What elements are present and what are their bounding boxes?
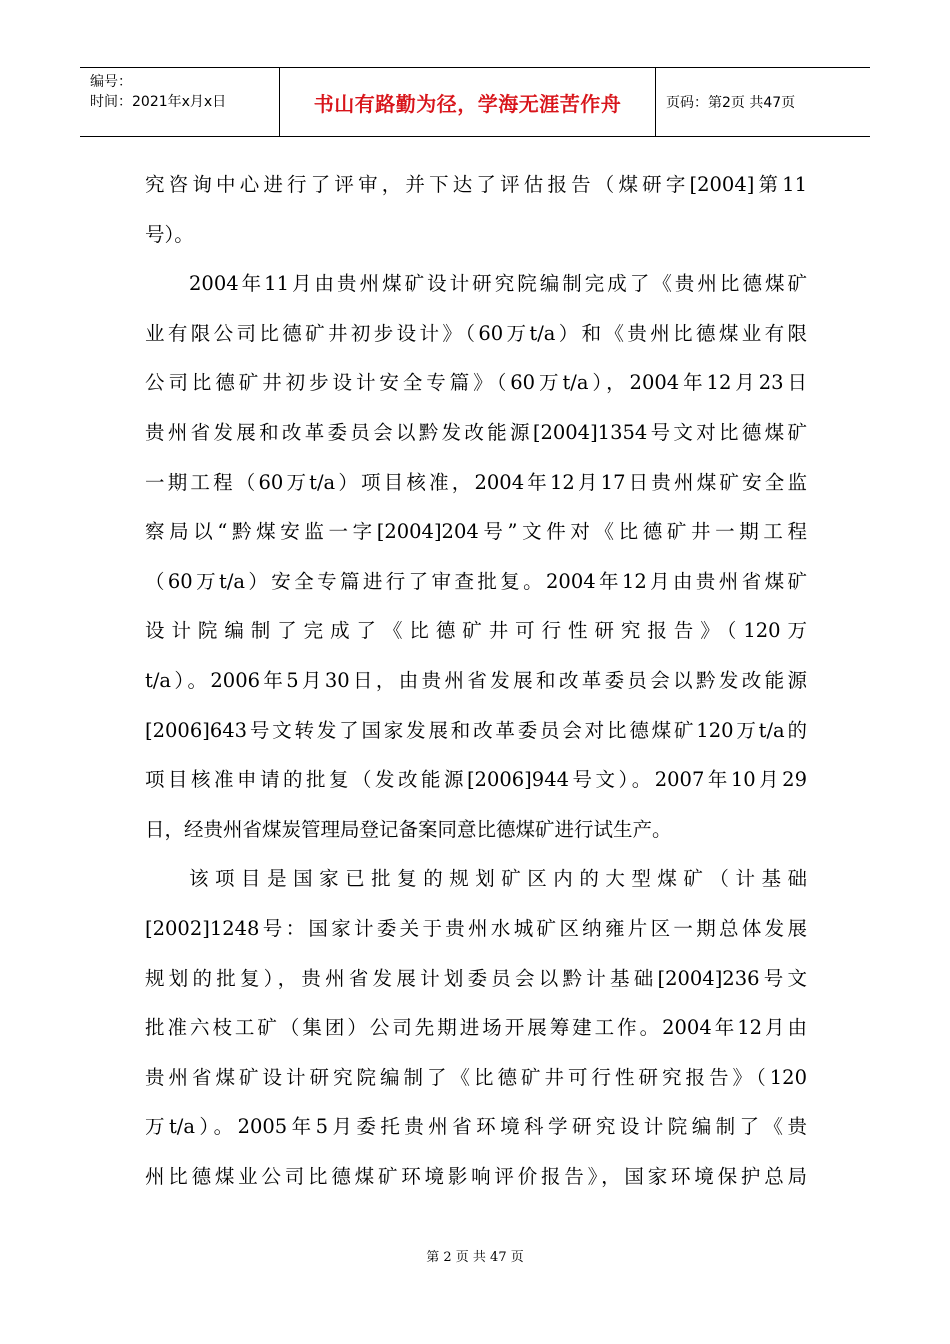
text-line: 究咨询中心进行了评审，并下达了评估报告（煤研字[2004]第11	[145, 173, 807, 196]
page-footer: 第 2 页 共 47 页	[426, 1250, 524, 1265]
text-line: 项目核准申请的批复（发改能源[2006]944号文）。2007年10月29	[145, 768, 807, 792]
text-line: 万t/a）。2005年5月委托贵州省环境科学研究设计院编制了《贵	[145, 1115, 807, 1139]
text-line: 设计院编制了完成了《比德矿井可行性研究报告》（120万	[145, 619, 807, 643]
text-line: （60万t/a）安全专篇进行了审查批复。2004年12月由贵州省煤矿	[145, 569, 807, 593]
text-line: [2002]1248号：国家计委关于贵州水城矿区纳雍片区一期总体发展	[145, 916, 807, 940]
text-line: 一期工程（60万t/a）项目核准，2004年12月17日贵州煤矿安全监	[145, 470, 807, 494]
text-line: 2004年11月由贵州煤矿设计研究院编制完成了《贵州比德煤矿	[189, 272, 807, 296]
text-line: 业有限公司比德矿井初步设计》（60万t/a）和《贵州比德煤业有限	[145, 321, 807, 345]
document-body	[145, 160, 807, 1201]
page-header	[80, 67, 870, 137]
header-meta	[80, 68, 280, 136]
text-line: [2006]643号文转发了国家发展和改革委员会对比德煤矿120万t/a的	[145, 718, 807, 742]
text-line: 批准六枝工矿（集团）公司先期进场开展筹建工作。2004年12月由	[145, 1016, 807, 1040]
header-motto: 书山有路勤为径，学海无涯苦作舟	[280, 68, 656, 136]
header-page-info: 页码：第2页 共47页	[666, 95, 796, 111]
text-line: 公司比德矿井初步设计安全专篇》（60万t/a），2004年12月23日	[145, 371, 807, 395]
text-line: 该项目是国家已批复的规划矿区内的大型煤矿（计基础	[189, 867, 807, 891]
text-line: 规划的批复），贵州省发展计划委员会以黔计基础[2004]236号文	[145, 966, 807, 990]
text-line: 贵州省煤矿设计研究院编制了《比德矿井可行性研究报告》（120	[145, 1065, 807, 1089]
text-line: t/a）。2006年5月30日，由贵州省发展和改革委员会以黔发改能源	[145, 668, 807, 692]
text-line: 号）。	[145, 222, 194, 246]
text-line: 日，经贵州省煤炭管理局登记备案同意比德煤矿进行试生产。	[145, 817, 672, 841]
text-line: 贵州省发展和改革委员会以黔发改能源[2004]1354号文对比德煤矿	[145, 420, 807, 444]
doc-date: 时间：2021年x月x日	[90, 94, 227, 110]
text-line: 州比德煤业公司比德煤矿环境影响评价报告》，国家环境保护总局	[145, 1164, 807, 1188]
text-line: 察局以“黔煤安监一字[2004]204号”文件对《比德矿井一期工程	[145, 520, 807, 544]
doc-number: 编号：	[90, 74, 132, 90]
